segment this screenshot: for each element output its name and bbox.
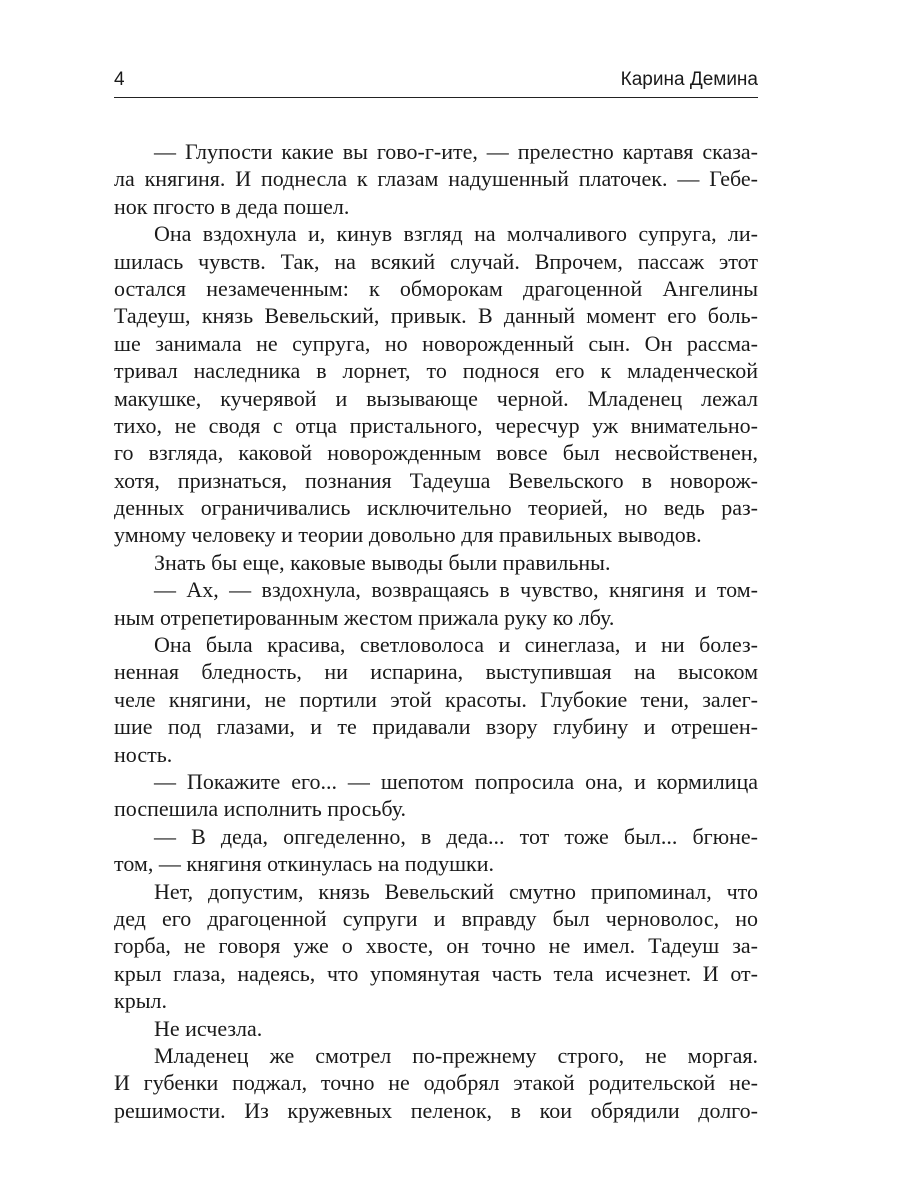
text-line: ненная бледность, ни испарина, выступившая на высоком	[114, 659, 758, 685]
text-line: Нет, допустим, князь Вевельский смутно припоминал, что	[154, 878, 758, 904]
text-line: — В деда, опгеделенно, в деда... тот тоже был... бгюне-	[154, 823, 758, 849]
text-line: ла княгиня. И поднесла к глазам надушенный платочек. — Гебе-	[114, 166, 758, 192]
text-line: крыл глаза, надеясь, что упомянутая часть тела исчезнет. И от-	[114, 960, 758, 986]
text-line: решимости. Из кружевных пеленок, в кои обрядили долго-	[114, 1097, 758, 1123]
page-number: 4	[114, 69, 125, 90]
text-line: тихо, не сводя с отца пристального, чересчур уж внимательно-	[114, 412, 758, 438]
text-line: поспешила исполнить просьбу.	[114, 796, 407, 822]
text-line: том, — княгиня откинулась на подушки.	[114, 851, 495, 877]
paragraph	[114, 768, 758, 823]
text-line: нок пгосто в деда пошел.	[114, 193, 350, 219]
text-line: Она вздохнула и, кинув взгляд на молчаливого супруга, ли-	[154, 221, 758, 247]
text-line: Она была красива, светловолоса и синеглаза, и ни болез-	[154, 632, 758, 658]
text-line: И губенки поджал, точно не одобрял этакой родительской не-	[114, 1070, 758, 1096]
paragraph	[114, 549, 758, 576]
paragraph	[114, 1015, 758, 1042]
text-line: — Глупости какие вы гово-г-ите, — прелестно картавя сказа-	[154, 139, 758, 164]
text-line: дед его драгоценной супруги и вправду был черноволос, но	[114, 905, 758, 931]
text-line: Тадеуш, князь Вевельский, привык. В данный момент его боль-	[114, 303, 758, 329]
text-line: шилась чувств. Так, на всякий случай. Впрочем, пассаж этот	[114, 248, 758, 274]
page-header	[114, 67, 758, 98]
text-line: остался незамеченным: к обморокам драгоценной Ангелины	[114, 275, 758, 301]
paragraph	[114, 138, 758, 220]
paragraph	[114, 631, 758, 768]
text-line: Младенец же смотрел по-прежнему строго, не моргая.	[154, 1042, 758, 1068]
text-line: го взгляда, каковой новорожденным вовсе был несвойственен,	[114, 440, 758, 466]
text-line: крыл.	[114, 988, 167, 1014]
running-title: Карина Демина	[620, 69, 758, 90]
paragraph	[114, 220, 758, 549]
text-body	[114, 138, 758, 1124]
paragraph	[114, 878, 758, 1015]
text-line: челе княгини, не портили этой красоты. Глубокие тени, залег-	[114, 686, 758, 712]
paragraph	[114, 1042, 758, 1124]
text-line: умному человеку и теории довольно для правильных выводов.	[114, 522, 702, 548]
text-line: денных ограничивались исключительно теорией, но ведь раз-	[114, 495, 758, 521]
text-line: ше занимала не супруга, но новорожденный сын. Он рассма-	[114, 330, 758, 356]
text-line: шие под глазами, и те придавали взору глубину и отрешен-	[114, 714, 758, 740]
text-line: горба, не говоря уже о хвосте, он точно не имел. Тадеуш за-	[114, 933, 758, 959]
text-line: ным отрепетированным жестом прижала руку ко лбу.	[114, 604, 615, 630]
text-line: ность.	[114, 741, 173, 767]
text-line: хотя, признаться, познания Тадеуша Вевельского в новорож-	[114, 467, 758, 493]
text-line: — Ах, — вздохнула, возвращаясь в чувство, княгиня и том-	[154, 577, 758, 603]
text-line: — Покажите его... — шепотом попросила она, и кормилица	[154, 768, 758, 794]
text-line: Не исчезла.	[154, 1015, 263, 1041]
text-line: тривал наследника в лорнет, то поднося его к младенческой	[114, 358, 758, 384]
paragraph	[114, 576, 758, 631]
text-line: Знать бы еще, каковые выводы были правильны.	[154, 549, 611, 575]
paragraph	[114, 823, 758, 878]
text-line: макушке, кучерявой и вызывающе черной. Младенец лежал	[114, 385, 758, 411]
